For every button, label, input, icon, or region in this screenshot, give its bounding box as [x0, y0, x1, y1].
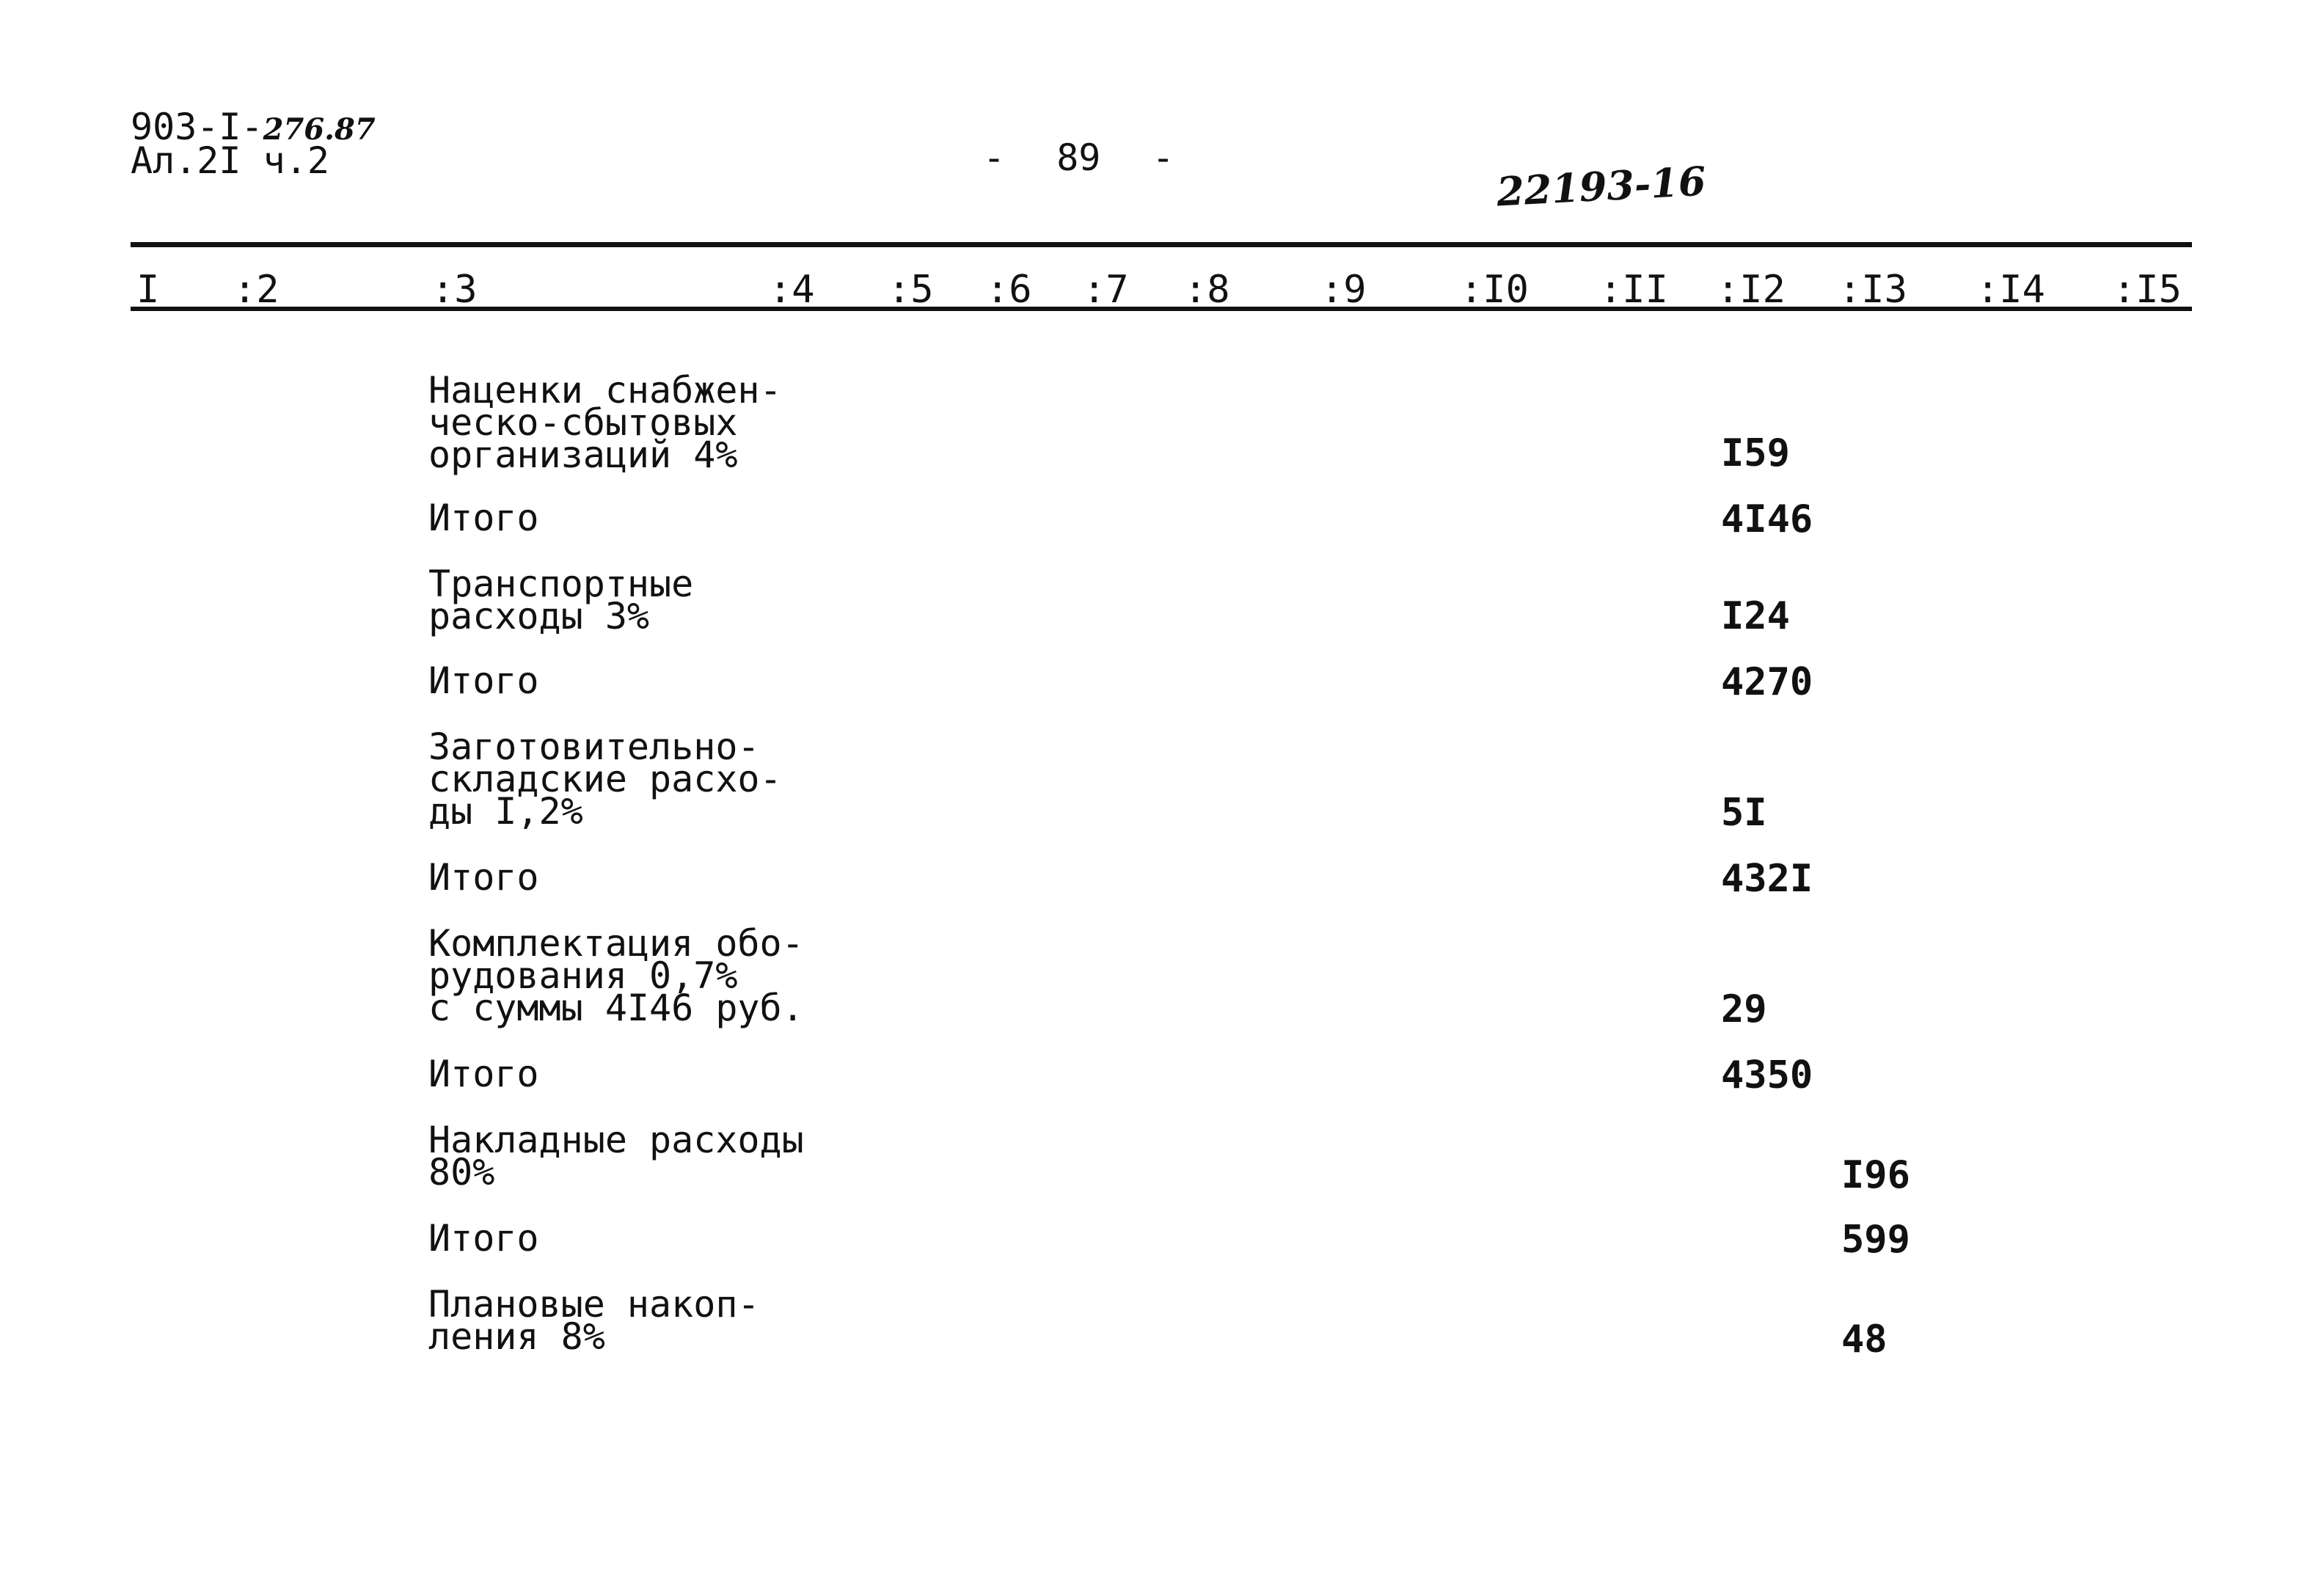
column-number-12: :I2	[1717, 268, 1786, 312]
document-code-prefix: 903-I-	[131, 106, 263, 148]
row-value-overhead-costs: I96	[1841, 1153, 1910, 1197]
row-value-procurement-storage: 5I	[1721, 791, 1767, 835]
column-number-11: :II	[1599, 268, 1668, 312]
row-label-overhead-costs: Накладные расходы 80%	[428, 1119, 804, 1194]
column-number-15: :I5	[2113, 268, 2182, 312]
row-value-subtotal-1: 4I46	[1721, 497, 1813, 541]
column-number-9: :9	[1320, 268, 1367, 312]
column-number-13: :I3	[1838, 268, 1907, 312]
column-number-1: I	[136, 268, 160, 312]
row-value-transport-costs: I24	[1721, 594, 1790, 638]
row-label-subtotal-1: Итого	[428, 497, 539, 539]
row-label-subtotal-5: Итого	[428, 1217, 539, 1260]
handwritten-stamp-number: 22193-16	[1495, 157, 1707, 216]
column-number-2: :2	[233, 268, 279, 312]
column-number-3: :3	[431, 268, 478, 312]
row-label-subtotal-4: Итого	[428, 1053, 539, 1095]
row-label-planned-savings: Плановые накоп- ления 8%	[428, 1283, 760, 1358]
row-label-subtotal-2: Итого	[428, 659, 539, 702]
table-top-rule	[131, 242, 2192, 247]
page-number: - 89 -	[983, 136, 1174, 179]
row-label-transport-costs: Транспортные расходы 3%	[428, 563, 694, 637]
column-number-5: :5	[888, 268, 934, 312]
column-number-8: :8	[1184, 268, 1230, 312]
row-label-procurement-storage: Заготовительно- складские расхо- ды I,2%	[428, 726, 782, 833]
row-label-subtotal-3: Итого	[428, 856, 539, 899]
row-label-equipment-completion: Комплектация обо- рудования 0,7% с суммы 4I46 руб.	[428, 922, 804, 1029]
row-value-subtotal-2: 4270	[1721, 660, 1813, 704]
document-code-handwritten: 276.87	[263, 112, 376, 147]
row-value-supply-markup: I59	[1721, 431, 1790, 475]
column-number-4: :4	[769, 268, 815, 312]
column-number-10: :I0	[1460, 268, 1529, 312]
row-value-subtotal-3: 432I	[1721, 857, 1813, 901]
row-value-subtotal-5: 599	[1841, 1218, 1910, 1262]
row-label-supply-markup: Наценки снабжен- ческо-сбытовых организаций 4%	[428, 369, 782, 476]
row-value-subtotal-4: 4350	[1721, 1053, 1813, 1097]
column-number-7: :7	[1083, 268, 1129, 312]
column-number-6: :6	[986, 268, 1032, 312]
column-number-14: :I4	[1976, 268, 2045, 312]
row-value-planned-savings: 48	[1841, 1318, 1888, 1362]
row-value-equipment-completion: 29	[1721, 987, 1767, 1031]
album-reference: Ал.2I ч.2	[131, 139, 329, 182]
